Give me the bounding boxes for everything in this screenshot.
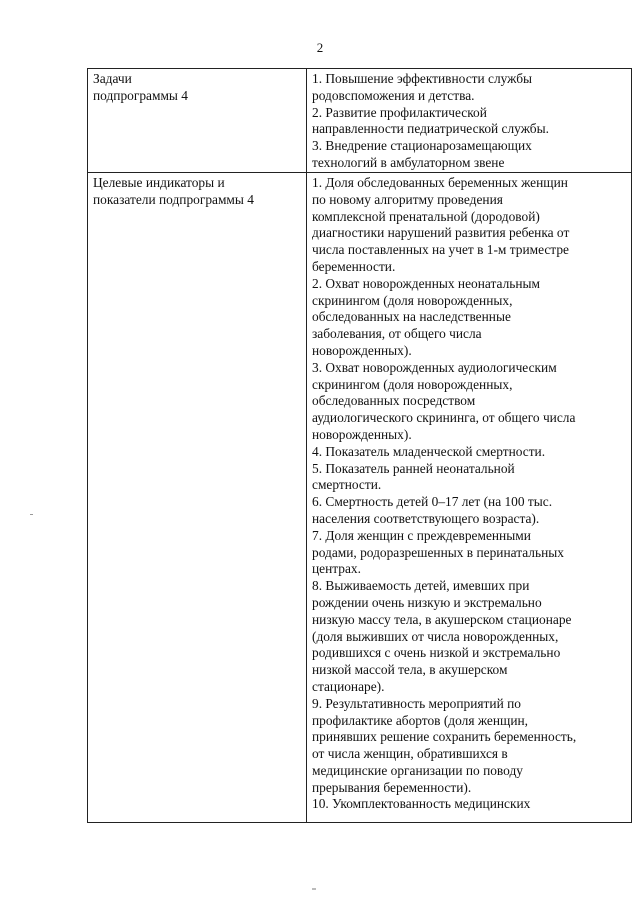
text-line: аудиологического скрининга, от общего числа [312, 410, 576, 426]
text-line: населения соответствующего возраста). [312, 510, 540, 526]
page-number: 2 [316, 40, 324, 55]
text-line: низкую массу тела, в акушерском стационаре [312, 611, 572, 627]
text-line: 4. Показатель младенческой смертности. [312, 443, 546, 459]
text-line: 1. Доля обследованных беременных женщин [312, 175, 568, 190]
text-line: 6. Смертность детей 0–17 лет (на 100 тыс. [312, 494, 553, 510]
text-line: 3. Внедрение стационарозамещающих [312, 138, 532, 154]
text-line: от числа женщин, обратившихся в [312, 746, 508, 762]
tasks-label-cell [88, 69, 307, 173]
text-line: диагностики нарушений развития ребенка от [312, 225, 570, 241]
text-line: 1. Повышение эффективности службы [312, 71, 533, 86]
text-line: беременности. [312, 258, 396, 274]
text-line: 5. Показатель ранней неонатальной [312, 460, 515, 476]
text-line: стационаре). [312, 678, 385, 694]
text-line: принявших решение сохранить беременность, [312, 729, 577, 745]
text-line: 3. Охват новорожденных аудиологическим [312, 359, 557, 375]
text-line: родами, родоразрешенных в перинатальных [312, 544, 564, 560]
text-line: новорожденных). [312, 426, 412, 442]
text-line: обследованных на наследственные [312, 309, 511, 325]
table-row-tasks [88, 69, 632, 173]
table-row-indicators [88, 173, 632, 823]
text-line: по новому алгоритму проведения [312, 191, 503, 207]
text-line: технологий в амбулаторном звене [312, 154, 505, 170]
text-line: скринингом (доля новорожденных, [312, 292, 513, 308]
text-line: центрах. [312, 561, 361, 577]
text-line: 8. Выживаемость детей, имевших при [312, 578, 530, 594]
text-line: профилактике абортов (доля женщин, [312, 712, 529, 728]
text-line: (доля выживших от числа новорожденных, [312, 628, 559, 644]
text-line: числа поставленных на учет в 1-м триместре [312, 242, 569, 258]
text-line: медицинские организации по поводу [312, 762, 523, 778]
text-line: новорожденных). [312, 342, 412, 358]
text-line: обследованных посредством [312, 393, 476, 409]
text-line: 2. Охват новорожденных неонатальным [312, 275, 540, 291]
indicators-label-cell [88, 173, 307, 823]
subprogram-table [87, 68, 632, 823]
text-line: родовспоможения и детства. [312, 87, 475, 103]
text-line: показатели подпрограммы 4 [93, 191, 254, 207]
text-line: родившихся с очень низкой и экстремально [312, 645, 561, 661]
text-line: 9. Результативность мероприятий по [312, 695, 521, 711]
text-line: 2. Развитие профилактической [312, 104, 487, 120]
text-line: 10. Укомплектованность медицинских [312, 796, 531, 812]
text-line: комплексной пренатальной (дородовой) [312, 208, 540, 224]
tasks-value-cell [307, 69, 632, 173]
text-line: скринингом (доля новорожденных, [312, 376, 513, 392]
text-line: 7. Доля женщин с преждевременными [312, 527, 531, 543]
text-line: рождении очень низкую и экстремально [312, 594, 542, 610]
text-line: направленности педиатрической службы. [312, 121, 549, 137]
text-line: заболевания, от общего числа [312, 326, 482, 342]
scan-mark [312, 888, 316, 890]
text-line: низкой массой тела, в акушерском [312, 662, 508, 678]
indicators-value-cell [307, 173, 632, 823]
text-line: Задачи [93, 71, 132, 86]
text-line: прерывания беременности). [312, 779, 472, 795]
scan-mark [30, 514, 33, 515]
text-line: смертности. [312, 477, 382, 493]
text-line: Целевые индикаторы и [93, 175, 225, 190]
text-line: подпрограммы 4 [93, 87, 188, 103]
